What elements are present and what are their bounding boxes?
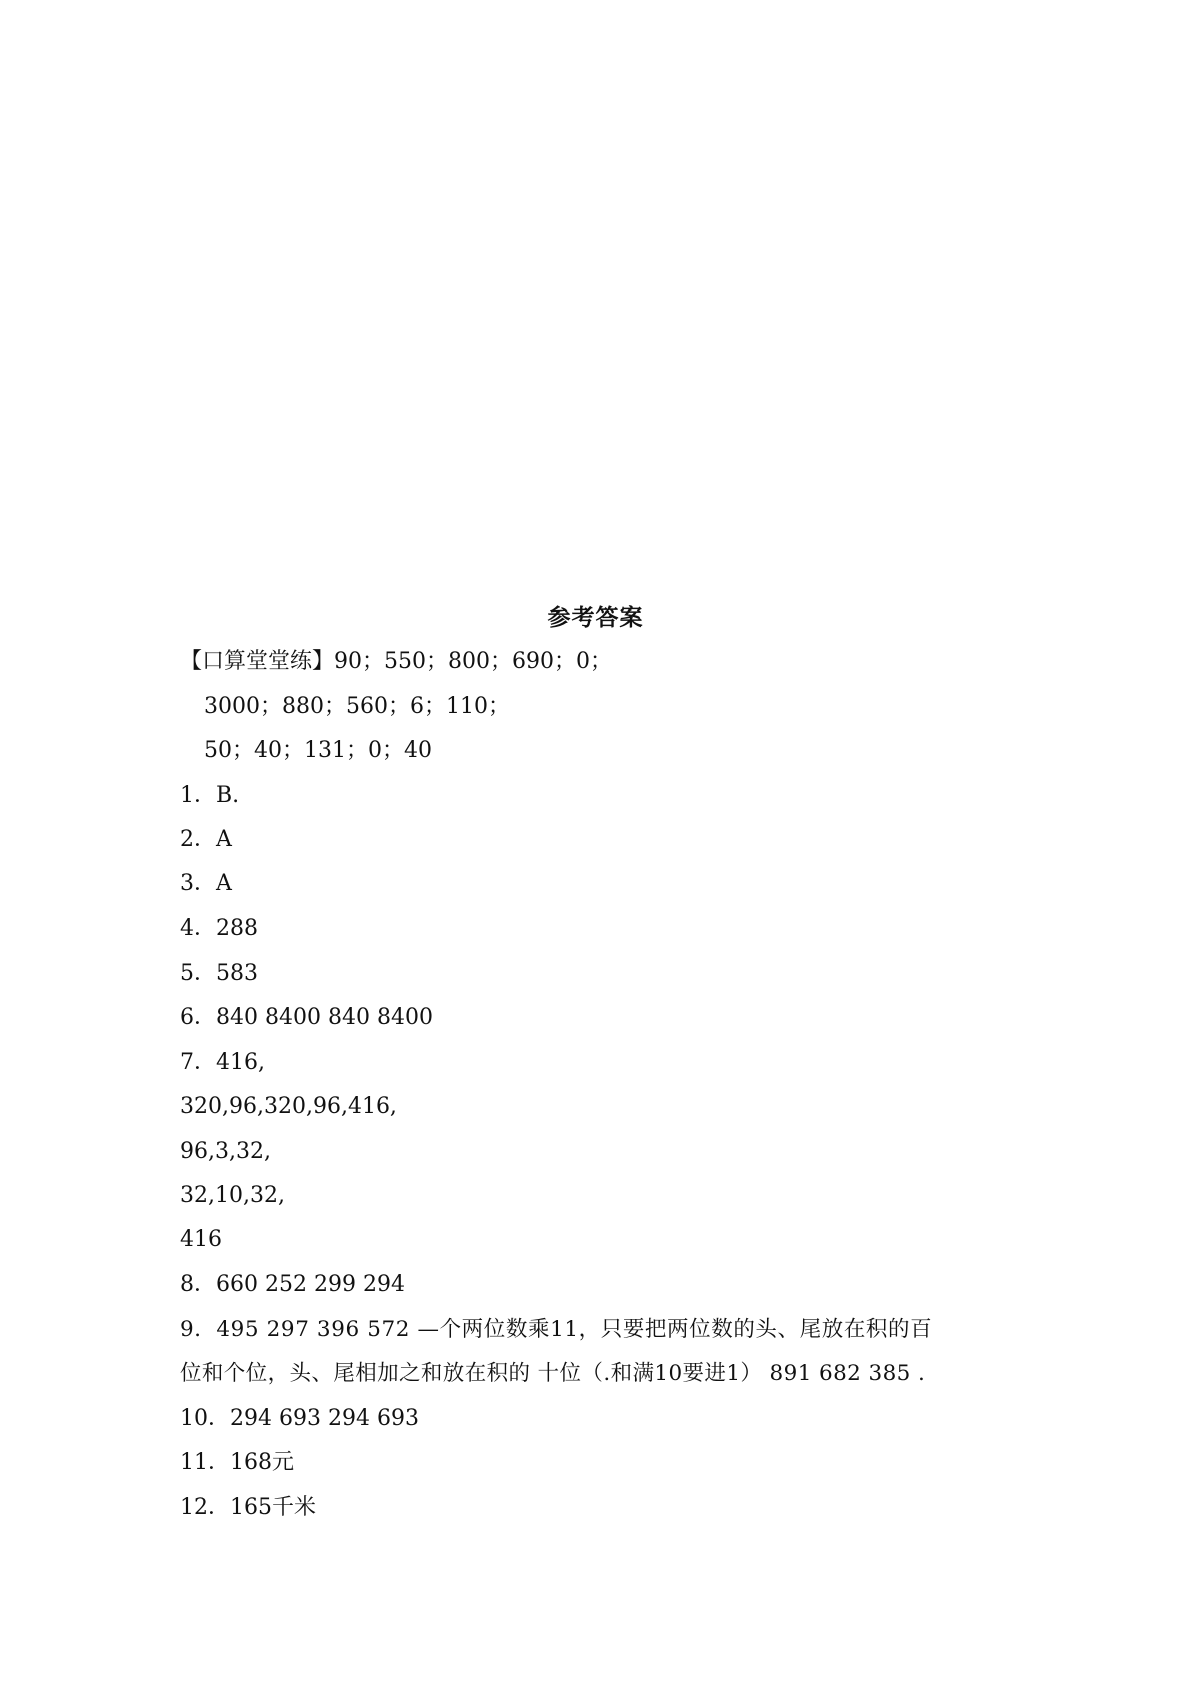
answer-line: 5．583 xyxy=(180,961,258,986)
answer-line: 7．416, xyxy=(180,1050,265,1075)
answer-line: 10．294 693 294 693 xyxy=(180,1406,419,1431)
answer-line: 320,96,320,96,416, xyxy=(180,1094,397,1119)
answer-line: 9．495 297 396 572 —个两位数乘11，只要把两位数的头、尾放在积的百 xyxy=(180,1317,933,1342)
answer-line: 2．A xyxy=(180,827,232,852)
answer-line: 4．288 xyxy=(180,916,258,941)
answer-line: 3．A xyxy=(180,871,232,896)
answer-line: 6．840 8400 840 8400 xyxy=(180,1005,433,1030)
answer-line: 12．165千米 xyxy=(180,1495,316,1520)
answer-line: 50；40；131；0；40 xyxy=(204,738,432,763)
answer-line: 位和个位，头、尾相加之和放在积的 十位（.和满10要进1） 891 682 385 . xyxy=(180,1361,926,1386)
answer-line: 96,3,32, xyxy=(180,1139,271,1164)
answer-line: 32,10,32, xyxy=(180,1183,285,1208)
answer-line: 11．168元 xyxy=(180,1450,294,1475)
answer-line: 8．660 252 299 294 xyxy=(180,1272,405,1297)
page-title: 参考答案 xyxy=(547,605,644,631)
answer-line: 3000；880；560；6；110； xyxy=(204,694,510,719)
answer-line: 416 xyxy=(180,1227,222,1252)
answer-line: 【口算堂堂练】90；550；800；690；0； xyxy=(180,649,612,674)
answer-line: 1．B. xyxy=(180,783,240,808)
